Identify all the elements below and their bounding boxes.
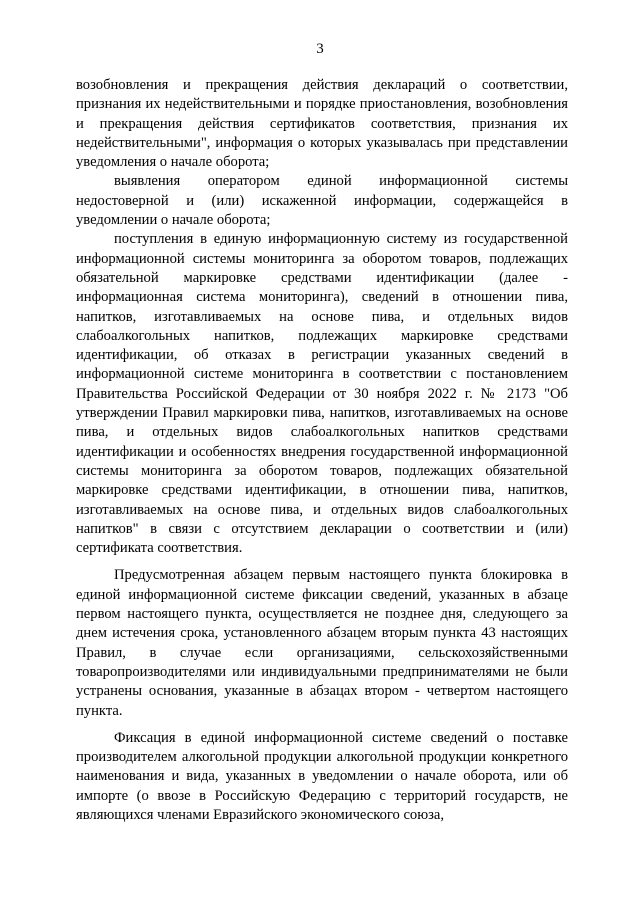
paragraph-fixation: Фиксация в единой информационной системе сведений о поставке производителем алкогольной продукции алкогольной продукции конкретного наименования и вида, указанных в уведомлении о начале оборота, или об импорте (о ввозе в Российскую Федерацию с территорий государств, не являющихся членами Евразийского экономического союза, (76, 729, 568, 823)
paragraph-continuation: возобновления и прекращения действия деклараций о соответствии, признания их недействительными и порядке приостановления, возобновления и прекращения действия сертификатов соответствия, признания их недействительными", информация о которых указывалась при представлении уведомления о начале оборота; (76, 77, 568, 171)
paragraph-blocking-deadline: Предусмотренная абзацем первым настоящего пункта блокировка в единой информационной системе фиксации сведений, указанных в абзаце первом настоящего пункта, осуществляется не позднее дня, следующего за днем истечения срока, установленного абзацем вторым пункта 43 настоящих Правил, в случае если организациями, сельскохозяйственными товаропроизводителями или индивидуальными предпринимателями не были устранены основания, указанные в абзацах втором - четвертом настоящего пункта. (76, 567, 568, 719)
page-number: 3 (316, 41, 324, 57)
document-body (76, 76, 568, 825)
paragraph-monitoring-refusal: поступления в единую информационную систему из государственной информационной системы мониторинга за оборотом товаров, подлежащих обязательной маркировке средствами идентификации (далее - информационная система мониторинга), сведений в отношении пива, напитков, изготавливаемых на основе пива, и отдельных видов слабоалкогольных напитков, подлежащих маркировке средствами идентификации, об отказах в регистрации указанных сведений в информационной системе мониторинга в соответствии с постановлением Правительства Российской Федерации от 30 ноября 2022 г. № 2173 "Об утверждении Правил маркировки пива, напитков, изготавливаемых на основе пива, и отдельных видов слабоалкогольных напитков средствами идентификации и особенностях внедрения государственной информационной системы мониторинга за оборотом товаров, подлежащих обязательной маркировке средствами идентификации, в отношении пива, напитков, изготавливаемых на основе пива, и отдельных видов слабоалкогольных напитков" в связи с отсутствием декларации о соответствии и (или) сертификата соответствия. (76, 231, 568, 557)
paragraph-false-information: выявления оператором единой информационной системы недостоверной и (или) искаженной информации, содержащейся в уведомлении о начале оборота; (76, 173, 568, 229)
